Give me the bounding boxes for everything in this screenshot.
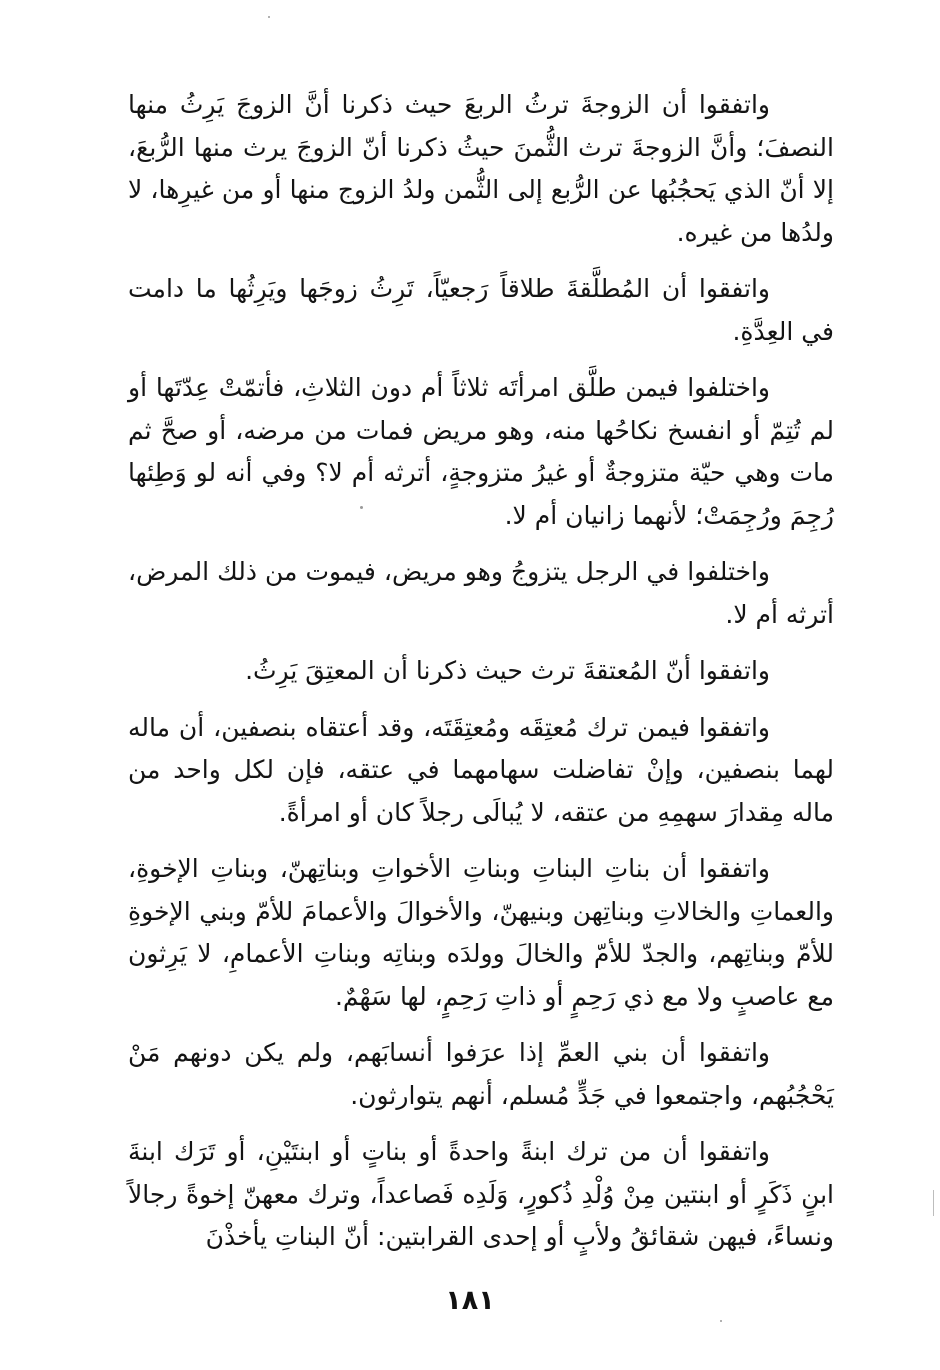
paragraph: واتفقوا أن بني العمِّ إذا عرَفوا أنسابَهم، ولم يكن دونهم مَنْ يَحْجُبُهم، واجتمعوا في جَدٍّ مُسلم، أنهم يتوارثون. xyxy=(128,1038,834,1110)
paragraph: واختلفوا فيمن طلَّق امرأتَه ثلاثاً أم دون الثلاثِ، فأتمّتْ عِدّتَها أو لم تُتِمّ أو انفسخ نكاحُها منه، وهو مريض فمات من مرضه، أو صحَّ ثم مات وهي حيّة متزوجةٌ أو غيرُ متزوجةٍ، أترثه أم لا؟ وفي أنه لو وَطِئها رُجِمَ ورُجِمَتْ؛ لأنهما زانيان أم لا. xyxy=(128,373,834,530)
page-number: ١٨١ xyxy=(445,1285,495,1316)
paragraph: واتفقوا أن المُطلَّقةَ طلاقاً رَجعيّاً، تَرِثُ زوجَها ويَرِثُها ما دامت في العِدَّةِ. xyxy=(128,274,834,346)
paragraph: واتفقوا أن الزوجةَ ترثُ الربعَ حيث ذكرنا أنَّ الزوجَ يَرِثُ منها النصفَ؛ وأنَّ الزوجةَ ترث الثُّمنَ حيثُ ذكرنا أنّ الزوجَ يرث منها الرُّبعَ، إلا أنّ الذي يَحجُبُها عن الرُّبع إلى الثُّمن ولدُ الزوج منها أو من غيرِها، لا ولدُها من غيره. xyxy=(128,90,834,247)
paragraph: واختلفوا في الرجل يتزوجُ وهو مريض، فيموت من ذلك المرض، أترثه أم لا. xyxy=(128,557,834,629)
paragraph: واتفقوا أن من ترك ابنةً واحدةً أو بناتٍ أو ابنتَيْنِ، أو تَرَك ابنةَ ابنٍ ذَكَرٍ أو ابنتين مِنْ وُلْدِ ذُكورٍ، وَلَدِه فَصاعداً، وترك معهنّ إخوةً رجالاً ونساءً، فيهن شقائقُ ولأبٍ أو إحدى القرابتين: أنّ البناتِ يأخذْنَ xyxy=(128,1137,834,1251)
paragraph: واتفقوا أنّ المُعتقةَ ترث حيث ذكرنا أن المعتِقَ يَرِثُ. xyxy=(245,656,770,685)
paragraph: واتفقوا أن بناتِ البناتِ وبناتِ الأخواتِ وبناتِهنّ، وبناتِ الإخوةِ، والعماتِ والخالاتِ وبناتِهن وبنيهنّ، والأخوالَ والأعمامَ للأمّ وبني الإخوةِ للأمّ وبناتِهم، والجدّ للأمّ والخالَ وولدَه وبناتِه وبناتِ الأعمامِ، لا يَرِثون مع عاصبٍ ولا مع ذي رَحِمٍ أو ذاتِ رَحِمٍ، لها سَهْمٌ. xyxy=(128,854,834,1011)
scan-edge-mark xyxy=(933,1190,934,1216)
scan-speck xyxy=(360,506,363,509)
scan-speck xyxy=(720,1320,722,1322)
paragraph: واتفقوا فيمن ترك مُعتِقَه ومُعتِقَتَه، وقد أعتقاه بنصفين، أن ماله لهما بنصفين، وإنْ تفاضلت سهامهما في عتقه، فإن لكل واحد من ماله مِقدارَ سهمِهِ من عتقه، لا يُبالَى رجلاً كان أو امرأةً. xyxy=(128,712,834,827)
scan-speck xyxy=(268,16,270,18)
body-text xyxy=(128,84,834,1273)
